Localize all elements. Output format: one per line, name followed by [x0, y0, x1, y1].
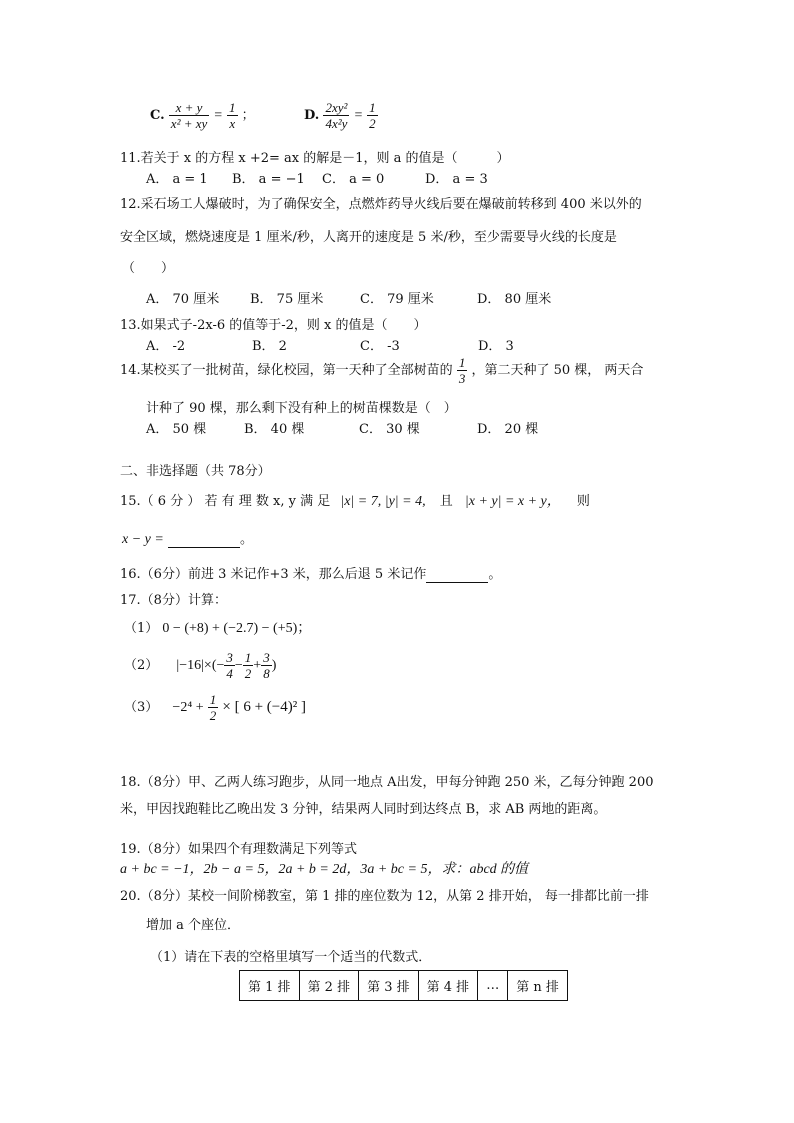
table-cell: 第 n 排 [508, 971, 568, 1001]
q13-option-b: B． 2 [252, 339, 287, 354]
q16-answer-blank[interactable] [426, 567, 488, 583]
q10-d-result: $\frac{1}{2}$ [369, 100, 376, 131]
q18-line-1: 18.（8分）甲、乙两人练习跑步，从同一地点 A出发，甲每分钟跑 250 米，乙每分钟跑 200 [120, 775, 654, 790]
q11-option-c: C． a = 0 [322, 172, 385, 187]
q19-line-2: a + bc = −1，2b − a = 5，2a + b = 2d，3a + bc = 5，求：abcd 的值 [120, 862, 529, 877]
q14-fraction: $\frac{1}{3}$ [458, 355, 466, 386]
table-cell: … [478, 971, 508, 1001]
q19-line-1: 19.（8分）如果四个有理数满足下列等式 [120, 842, 357, 857]
q10-c-fraction: $\frac{x + y}{\text{x² + xy}}$ [170, 100, 208, 131]
q10-d-fraction: $\frac{\text{2xy²}}{\text{4x²y}}$ [325, 100, 348, 131]
q15-line-1: 15.（ 6 分 ） 若 有 理 数 x, y 满 足 |x| = 7, |y| = 4, 且 |x + y| = x + y， 则 [120, 494, 590, 509]
q12-line-2: 安全区域，燃烧速度是 1 厘米/秒，人离开的速度是 5 米/秒，至少需要导火线的长度是 [120, 230, 617, 245]
q20-line-1: 20.（8分）某校一间阶梯教室，第 1 排的座位数为 12，从第 2 排开始， 每一排都比前一排 [120, 889, 649, 904]
q17-part-1: （1） 0 − (+8) + (−2.7) − (+5)； [124, 621, 312, 636]
q12-option-d: D． 80 厘米 [477, 292, 552, 307]
q20-sub-1: （1）请在下表的空格里填写一个适当的代数式． [150, 950, 432, 965]
q11-option-d: D． a = 3 [425, 172, 488, 187]
q14-line-1: 14.某校买了一批树苗，绿化校园，第一天种了全部树苗的 $\frac{1}{3}$ ，第二天种了 50 棵， 两天合 [120, 355, 644, 386]
q11-stem: 11.若关于 x 的方程 x +2= ax 的解是－1，则 a 的值是（ ） [120, 151, 510, 166]
q13-option-a: A． -2 [146, 339, 186, 354]
table-cell: 第 3 排 [359, 971, 419, 1001]
q16-line: 16.（6分）前进 3 米记作+3 米，那么后退 5 米记作 。 [120, 567, 502, 582]
table-cell: 第 1 排 [240, 971, 300, 1001]
q13-option-c: C． -3 [360, 339, 400, 354]
q13-stem: 13.如果式子-2x-6 的值等于-2，则 x 的值是（ ） [120, 318, 427, 333]
q17-title: 17.（8分）计算： [120, 593, 227, 608]
q14-option-c: C． 30 棵 [359, 422, 420, 437]
q15-line-2: x − y = 。 [122, 532, 253, 547]
q11-option-a: A． a = 1 [146, 172, 208, 187]
q20-row-table [239, 970, 568, 1001]
q17-part-2: （2） |−16|×(− $\frac{3}{4}$ − $\frac{1}{2}$ + $\frac{3}{8}$ ) [124, 650, 277, 681]
section-heading: 二、非选择题（共 78分） [120, 464, 271, 479]
table-row [240, 971, 568, 1001]
q14-option-b: B． 40 棵 [244, 422, 305, 437]
q14-option-d: D． 20 棵 [477, 422, 539, 437]
table-cell: 第 2 排 [299, 971, 359, 1001]
q13-option-d: D． 3 [478, 339, 514, 354]
table-cell: 第 4 排 [418, 971, 478, 1001]
q18-line-2: 米，甲因找跑鞋比乙晚出发 3 分钟，结果两人同时到达终点 B，求 AB 两地的距离。 [120, 802, 607, 817]
q14-line-2: 计种了 90 棵，那么剩下没有种上的树苗棵数是（ ） [146, 401, 457, 416]
q12-option-b: B． 75 厘米 [250, 292, 324, 307]
q10-c-result: $\frac{1}{x}$ [229, 100, 236, 131]
q15-answer-blank[interactable] [168, 532, 240, 548]
q10-option-c: C. $\frac{x + y}{\text{x² + xy}}$ = $\frac{1}{x}$ ； [150, 100, 255, 131]
q10-option-d: D. $\frac{\text{2xy²}}{\text{4x²y}}$ = $\frac{1}{2}$ [304, 100, 376, 131]
q14-option-a: A． 50 棵 [146, 422, 207, 437]
q11-option-b: B． a = −1 [232, 172, 305, 187]
q17-part-3: （3） −2⁴ + $\frac{1}{2}$ × [ 6 + (−4)² ] [124, 692, 306, 723]
q20-line-2: 增加 a 个座位． [146, 918, 241, 933]
q12-line-1: 12.采石场工人爆破时，为了确保安全，点燃炸药导火线后要在爆破前转移到 400 米以外的 [120, 197, 642, 212]
q12-option-a: A． 70 厘米 [146, 292, 220, 307]
q12-option-c: C． 79 厘米 [360, 292, 434, 307]
q12-line-3: （ ） [122, 261, 175, 276]
